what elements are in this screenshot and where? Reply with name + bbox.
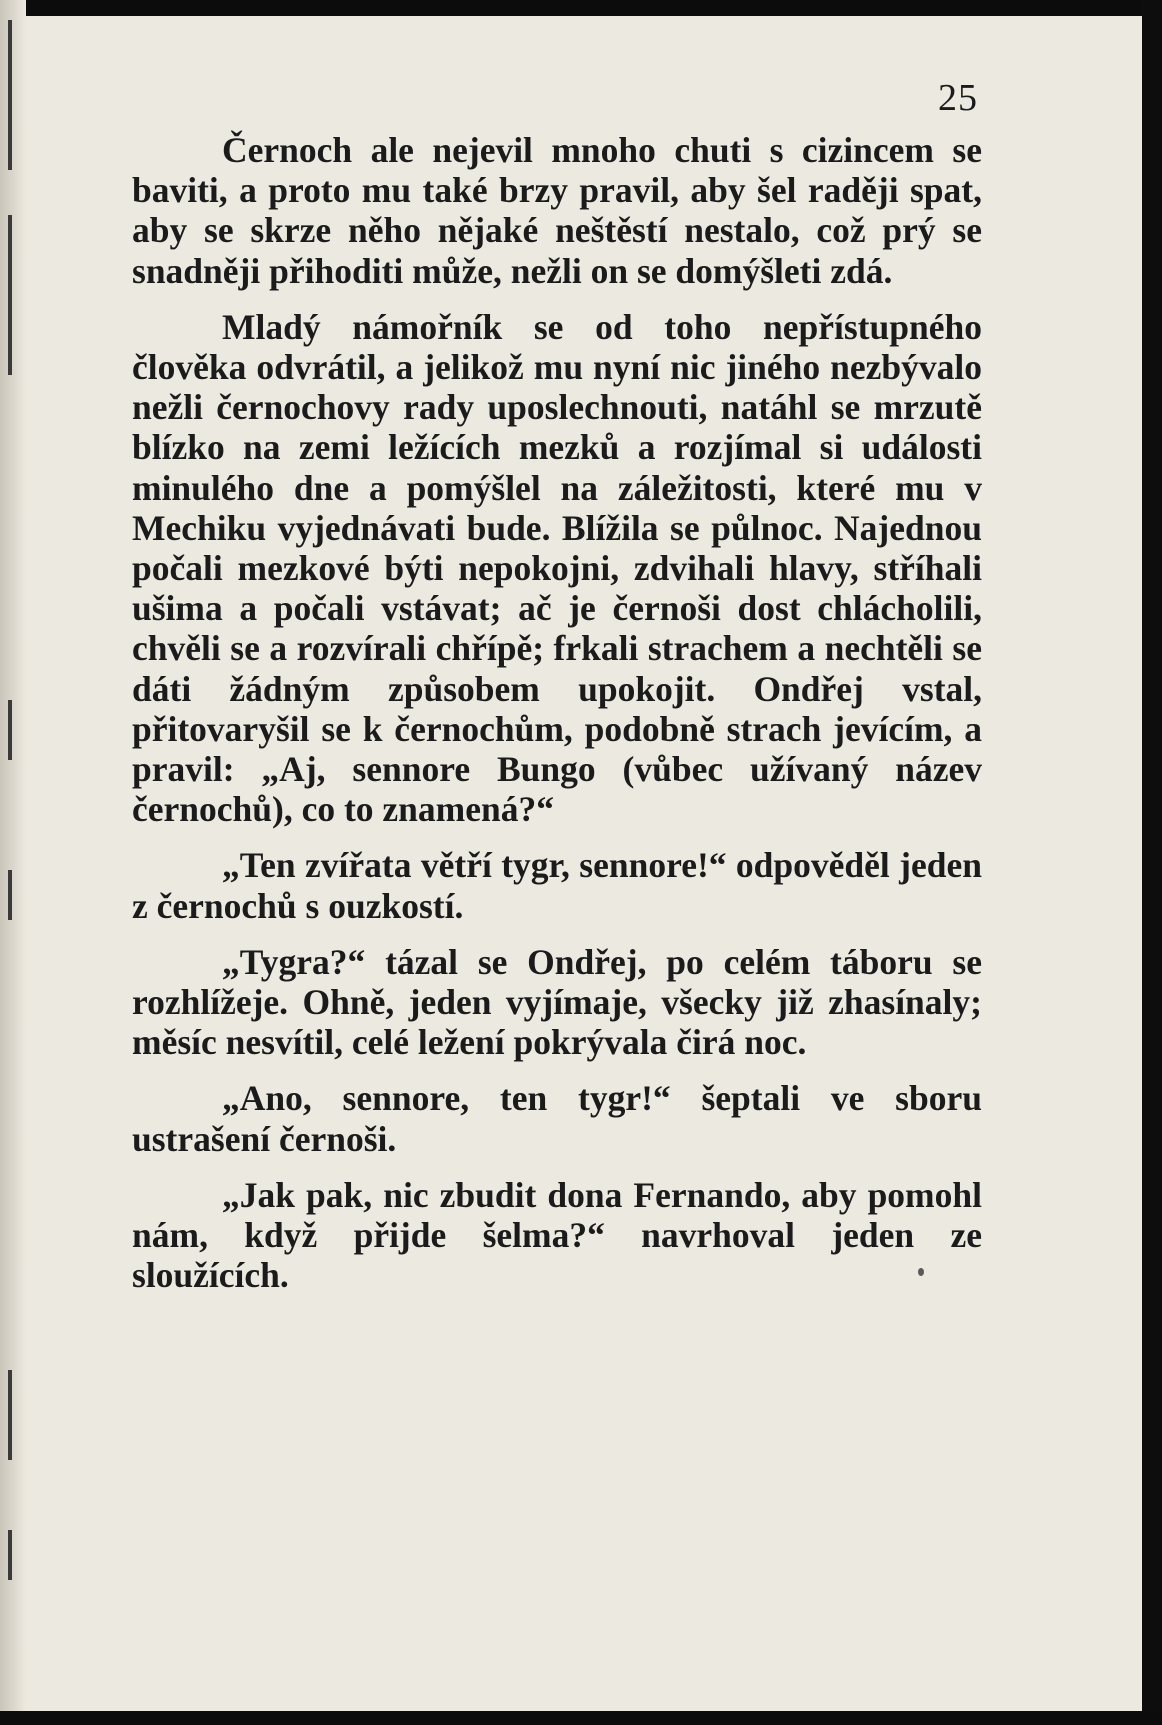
- paragraph: „Ten zvířata větří tygr, sennore!“ odpověděl jeden z černochů s ouzkostí.: [132, 845, 982, 926]
- paragraph: „Ano, sennore, ten tygr!“ šeptali ve sboru ustrašení černoši.: [132, 1078, 982, 1159]
- body-text: [132, 130, 982, 1311]
- page-number: 25: [938, 77, 978, 119]
- gutter-mark: [8, 700, 12, 760]
- page-gutter: [0, 0, 26, 1725]
- scan-top-edge: [0, 0, 1162, 16]
- gutter-mark: [8, 1370, 12, 1460]
- gutter-mark: [8, 1530, 12, 1580]
- paragraph: „Jak pak, nic zbudit dona Fernando, aby pomohl nám, když přijde šelma?“ navrhoval jeden ze sloužících.: [132, 1174, 982, 1296]
- gutter-mark: [8, 215, 12, 375]
- gutter-mark: [8, 20, 12, 170]
- scan-right-edge: [1142, 0, 1162, 1725]
- ink-speck: [918, 1268, 924, 1276]
- paragraph: „Tygra?“ tázal se Ondřej, po celém táboru se rozhlížeje. Ohně, jeden vyjímaje, všecky již zhasínaly; měsíc nesvítil, celé ležení pokrývala čirá noc.: [132, 941, 982, 1063]
- gutter-mark: [8, 870, 12, 920]
- scan-bottom-edge: [0, 1711, 1162, 1725]
- paragraph: Černoch ale nejevil mnoho chuti s cizincem se baviti, a proto mu také brzy pravil, aby šel raději spat, aby se skrze něho nějaké neštěstí nestalo, což prý se snadněji přihoditi může, nežli on se domýšleti zdá.: [132, 130, 982, 291]
- paragraph: Mladý námořník se od toho nepřístupného člověka odvrátil, a jelikož mu nyní nic jiného nezbývalo nežli černochovy rady uposlechnouti, natáhl se mrzutě blízko na zemi ležících mezků a rozjímal si události minulého dne a pomýšlel na záležitosti, které mu v Mechiku vyjednávati bude. Blížila se půlnoc. Najednou počali mezkové býti nepokojni, zdvihali hlavy, stříhali ušima a počali vstávat; ač je černoši dost chlácholili, chvěli se a rozvírali chřípě; frkali strachem a nechtěli se dáti žádným způsobem upokojit. Ondřej vstal, přitovaryšil se k černochům, podobně strach jevícím, a pravil: „Aj, sennore Bungo (vůbec užívaný název černochů), co to znamená?“: [132, 306, 982, 830]
